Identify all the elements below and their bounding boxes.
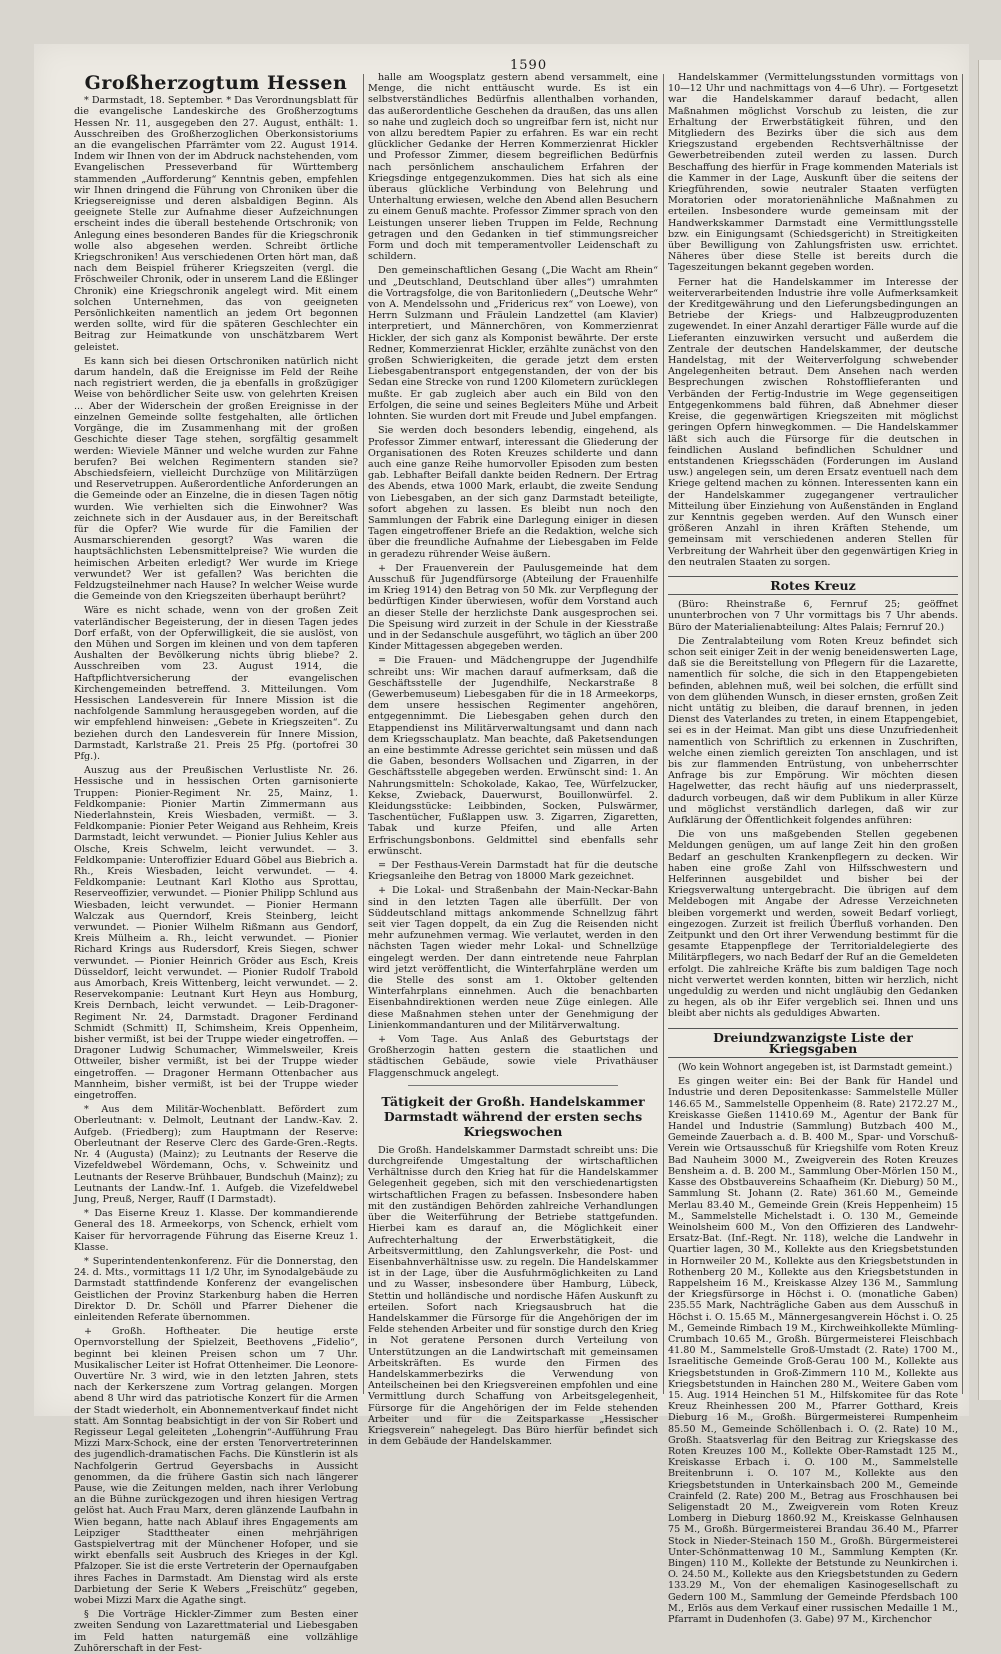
- article-paragraph: Es kann sich bei diesen Ortschroniken natürlich nicht darum handeln, daß die Ereignisse im Feld der Reihe nach registriert werden, die ja ebenfalls in großzügiger Weise von behördlicher Seite usw. von gelehrten Kreisen ... Aber der Widerschein der großen Ereignisse in der einzelnen Gemeinde sollte festgehalten, alle örtlichen Vorgänge, die im Zusammenhang mit der großen Geschichte dieser Tage stehen, sorgfältig gesammelt werden: Wieviele Männer und welche wurden zur Fahne berufen? Bei welchen Regimentern standen sie? Abschiedsfeiern, vielleicht Durchzüge von Militärzügen und Reservetruppen. Außerordentliche Anforderungen an die Gemeinde oder an Einzelne, die in diesen Tagen nötig wurden. Wie verhielten sich die Einwohner? Was zeichnete sich in der Ausdauer aus, in der Bereitschaft für die Opfer? Wie wurde für die Familien der Ausmarschierenden gesorgt? Was waren die hauptsächlichsten Lebensmittelpreise? Wie wurden die heimischen Arbeiten erledigt? Wer wurde im Kriege verwundet? Wer ist gefallen? Was berichten die Feldzugsteilnehmer nach Hause? In welcher Weise wurde die Gemeinde von den Kriegszeiten überhaupt berührt?: [74, 355, 358, 603]
- column-rule: [363, 74, 364, 1394]
- article-paragraph: Handelskammer (Vermittelungsstunden vormittags von 10—12 Uhr und nachmittags von 4—6 Uhr). — Fortgesetzt war die Handelskammer darauf bedacht, allen Maßnahmen möglichst Vorschub zu leisten, die zur Erhaltung der Erwerbstätigkeit führen, und den Mitgliedern des Bezirks über die sich aus dem Kriegszustand ergebenden Rechtsverhältnisse der Gewerbetreibenden zuteil werden zu lassen. Durch Beschaffung des hierfür in Frage kommenden Materials ist die Kammer in der Lage, Auskunft über die seitens der Kriegführenden, sowie neutraler Staaten verfügten Moratorien oder moratorienähnliche Maßnahmen zu erteilen. Insbesondere wurde gemeinsam mit der Handwerkskammer Darmstadt eine Vermittlungsstelle bzw. ein Einigungsamt (Schiedsgericht) in Streitigkeiten über Bewilligung von Zahlungsfristen usw. errichtet. Näheres über diese Stelle ist bereits durch die Tageszeitungen bekannt gegeben worden.: [668, 72, 958, 274]
- article-heading: Dreiundzwanzigste Liste der Kriegsgaben: [668, 1028, 958, 1058]
- article-paragraph: Es gingen weiter ein: Bei der Bank für Handel und Industrie und deren Depositenkasse: Sammelstelle Müller 146.65 M., Sammelstelle Oppenheim (8. Rate) 2172.27 M., Kreiskasse Gießen 11410.69 M., Agentur der Bank für Handel und Industrie (Sammlung) Butzbach 400 M., Gemeinde Zauerbach a. d. B. 400 M., Spar- und Vorschuß-Verein wie Ortsausschuß für Kriegshilfe vom Roten Kreuz Bad Nauheim 3000 M., Zweigverein des Roten Kreuzes Bensheim a. d. B. 200 M., Sammlung Ober-Mörlen 150 M., Kasse des Obstbauvereins Schaafheim (Kr. Dieburg) 50 M., Sammlung St. Johann (2. Rate) 361.60 M., Gemeinde Merlau 83.40 M., Gemeinde Grein (Kreis Heppenheim) 15 M., Sammelstelle Michelstadt i. O. 130 M., Gemeinde Weinolsheim 600 M., Von den Offizieren des Landwehr-Ersatz-Bat. (Inf.-Regt. Nr. 118), welche die Landwehr in Quartier lagen, 30 M., Kollekte aus den Kriegsbetstunden in Hornweiler 20 M., Kollekte aus den Kriegsbetstunden in Rothenberg 20 M., Kollekte aus den Kriegsbetstunden in Rappelsheim 16 M., Kreiskasse Alzey 136 M., Sammlung der Kriegsfürsorge in Höchst i. O. (monatliche Gaben) 235.55 Mark, Nachträgliche Gaben aus dem Ausschuß in Höchst i. O. 15.65 M., Männergesangverein Höchst i. O. 25 M., Gemeinde Rimbach 19 M., Kirchweihkollekte Mümling-Crumbach 10.65 M., Großh. Bürgermeisterei Fleischbach 41.80 M., Sammelstelle Groß-Umstadt (2. Rate) 1700 M., Israelitische Gemeinde Groß-Gerau 100 M., Kollekte aus Kriegsbetstunden in Groß-Zimmern 110 M., Kollekte aus Kriegsbetstunden in Hainchen 280 M., Weitere Gaben vom 15. Aug. 1914 Heinchen 51 M., Hilfskomitee für das Rote Kreuz Rheinhessen 200 M., Pfarrer Gotthard, Kreis Dieburg 16 M., Großh. Bürgermeisterei Rumpenheim 85.50 M., Gemeinde Schöllenbach i. O. (2. Rate) 10 M., Großh. Staatsverlag für den Beitrag zur Kriegskasse des Roten Kreuzes 100 M., Kollekte Ober-Ramstadt 125 M., Kreiskasse Erbach i. O. 100 M., Sammelstelle Breitenbrunn i. O. 107 M., Kollekte aus den Kriegsbetstunden in Unterkainsbach 200 M., Gemeinde Crainfeld (2. Rate) 200 M., Betrag aus Froschhausen bei Seligenstadt 20 M., Zweigverein vom Roten Kreuz Lomberg in Dieburg 1860.92 M., Kreiskasse Gelnhausen 75 M., Großh. Bürgermeisterei Brandau 36.40 M., Pfarrer Stock in Nieder-Steinach 150 M., Großh. Bürgermeisterei Unter-Schönmattenwag 10 M., Sammlung Kempten (Kr. Bingen) 110 M., Kollekte der Betstunde zu Neunkirchen i. O. 24.50 M., Kollekte aus den Kriegsbetstunden zu Gedern 133.29 M., Von der ehemaligen Kasinogesellschaft zu Gedern 100 M., Sammlung der Gemeinde Pferdsbach 100 M., Erlös aus dem Verkauf einer russischen Medaille 1 M., Pfarramt in Dudenhofen (3. Gabe) 97 M., Kirchenchor: [668, 1076, 958, 1626]
- article-paragraph: * Das Eiserne Kreuz 1. Klasse. Der kommandierende General des 18. Armeekorps, von Schenck, erhielt vom Kaiser für hervorragende Führung das Eiserne Kreuz 1. Klasse.: [74, 1208, 358, 1253]
- article-paragraph: Auszug aus der Preußischen Verlustliste Nr. 26. Hessische und in hessischen Orten garnisonierte Truppen: Pionier-Regiment Nr. 25, Mainz, 1. Feldkompanie: Pionier Martin Zimmermann aus Niederlahnstein, Kreis Wiesbaden, vermißt. — 3. Feldkompanie: Pionier Peter Weigand aus Rehheim, Kreis Darmstadt, leicht verwundet. — Pionier Julius Kehler aus Olsche, Kreis Schwelm, leicht verwundet. — 3. Feldkompanie: Unteroffizier Eduard Göbel aus Biebrich a. Rh., Kreis Wiesbaden, leicht verwundet. — 4. Feldkompanie: Leutnant Karl Klotho aus Sprottau, Reserveoffizier, verwundet. — Pionier Philipp Schlund aus Wiesbaden, leicht verwundet. — Pionier Hermann Walczak aus Querndorf, Kreis Steinberg, leicht verwundet. — Pionier Wilhelm Rißmann aus Gendorf, Kreis Mülheim a. Rh., leicht verwundet. — Pionier Richard Krings aus Rudersdorf, Kreis Siegen, schwer verwundet. — Pionier Heinrich Gröder aus Esch, Kreis Düsseldorf, leicht verwundet. — Pionier Rudolf Trabold aus Amorbach, Kreis Wittenberg, leicht verwundet. — 2. Reservekompanie: Leutnant Kurt Heyn aus Homburg, Kreis Dernbach, leicht verwundet. — Leib-Dragoner-Regiment Nr. 24, Darmstadt. Dragoner Ferdinand Schmidt (Schmitt) II, Schimsheim, Kreis Oppenheim, bisher vermißt, ist bei der Truppe wieder eingetroffen. — Dragoner Ludwig Schumacher, Wimmelsweiler, Kreis Ottweiler, bisher vermißt, ist bei der Truppe wieder eingetroffen. — Dragoner Hermann Ottenbacher aus Mannheim, bisher vermißt, ist bei der Truppe wieder eingetroffen.: [74, 765, 358, 1102]
- article-paragraph: + Vom Tage. Aus Anlaß des Geburtstags der Großherzogin hatten gestern die staatlichen und städtischen Gebäude, sowie viele Privathäuser Flaggenschmuck angelegt.: [368, 1034, 658, 1079]
- column-3: [668, 72, 958, 1626]
- page-number: 1590: [510, 58, 548, 73]
- article-paragraph: Die Großh. Handelskammer Darmstadt schreibt uns: Die durchgreifende Umgestaltung der wirtschaftlichen Verhältnisse durch den Krieg hat für die Handelskammer Gelegenheit gegeben, sich mit den verschiedenartigsten wirtschaftlichen Fragen zu befassen. Insbesondere haben mit den zuständigen Behörden zahlreiche Verhandlungen über die Weiterführung der Betriebe stattgefunden. Hierbei kam es darauf an, die Möglichkeit einer Aufrechterhaltung der Erwerbstätigkeit, die Arbeitsvermittlung, den Zahlungsverkehr, die Post- und Eisenbahnverhältnisse usw. zu regeln. Die Handelskammer ist in der Lage, über die Ausfuhrmöglichkeiten zu Land und zu Wasser, insbesondere über Hamburg, Lübeck, Stettin und holländische und nordische Häfen Auskunft zu erteilen. Sofort nach Kriegsausbruch hat die Handelskammer die Fürsorge für die Angehörigen der im Felde stehenden Arbeiter und für sonstige durch den Krieg in Not geratene Personen durch Verteilung von Unterstützungen an die Landwirtschaft mit gemeinsamen Arbeitskräften. Es wurde den Firmen des Handelskammerbezirks die Verwendung von Anteilscheinen bei den Kriegsvereinen empfohlen und eine Vermittlung durch Schaffung von Arbeitsgelegenheit, Fürsorge für die Angehörigen der im Felde stehenden Arbeiter und für die Zeitsparkasse „Hessischer Kriegsverein“ nahegelegt. Das Büro hierfür befindet sich in dem Gebäude der Handelskammer.: [368, 1144, 658, 1448]
- article-subheading: (Wo kein Wohnort angegeben ist, ist Darmstadt gemeint.): [678, 1062, 953, 1074]
- article-paragraph: = Der Festhaus-Verein Darmstadt hat für die deutsche Kriegsanleihe den Betrag von 18000 Mark gezeichnet.: [368, 860, 658, 883]
- article-paragraph: * Aus dem Militär-Wochenblatt. Befördert zum Oberleutnant: v. Delmolt, Leutnant der Landw.-Kav. 2. Aufgeb. (Friedberg); zum Hauptmann der Reserve: Oberleutnant der Reserve Clerc des Garde-Gren.-Regts. Nr. 4 (Augusta) (Mainz); zu Leutnants der Reserve die Vizefeldwebel Wördemann, Ochs, v. Schweinitz und Leutnants der Reserve Brühbauer, Bundschuh (Mainz); zu Leutnants der Landw.-Inf. 1. Aufgeb. die Vizefeldwebel Jung, Preuß, Nerger, Rauff (I Darmstadt).: [74, 1104, 358, 1205]
- article-heading: Tätigkeit der Großh. Handelskammer Darmstadt während der ersten sechs Kriegswochen: [381, 1093, 645, 1139]
- article-paragraph: halle am Woogsplatz gestern abend versammelt, eine Menge, die nicht enttäuscht wurde. Es ist ein selbstverständliches Bedürfnis allenthalben vorhanden, das außerordentliche Geschehen da draußen, das uns allen so nahe und zugleich doch so ungreifbar fern ist, nicht nur von allzu beredtem Papier zu erfahren. Es war ein recht glücklicher Gedanke der Herren Kommerzienrat Hickler und Professor Zimmer, diesem begreiflichen Bedürfnis nach persönlichem anschaulichem Erfahren der Kriegsdinge entgegenzukommen. Dies hat sich als eine überaus glückliche Verbindung von Belehrung und Unterhaltung erwiesen, welche den Abend allen Besuchern zu einem Genuß machte. Professor Zimmer sprach von den Leistungen unserer lieben Truppen im Felde, Rechnung getragen und den Gedanken in tief stimmungsreicher Form und doch mit temperamentvoller Leidenschaft zu schildern.: [368, 72, 658, 263]
- article-heading: Rotes Kreuz: [668, 576, 958, 595]
- article-paragraph: Die von uns maßgebenden Stellen gegebenen Meldungen genügen, um auf lange Zeit hin den großen Bedarf an geschulten Krankenpflegern zu decken. Wir haben eine große Zahl von Hilfsschwestern und Helferinnen ausgebildet und bisher bei der Kriegsverwaltung untergebracht. Die übrigen auf dem Meldebogen mit Angabe der Adresse Verzeichneten bleiben vorgemerkt und werden, soweit Bedarf vorliegt, eingezogen. Zurzeit ist freilich Überfluß vorhanden. Den Zeitpunkt und den Ort ihrer Verwendung bestimmt für die gesamte Etappenpflege der Territorialdelegierte des Militärpflegers, wo nach Bedarf der Ruf an die Gemeldeten erfolgt. Die zahlreiche Kräfte bis zum baldigen Tage noch nicht verwertet werden konnten, bitten wir herzlich, nicht ungeduldig zu werden und nicht ungläubig den Gedanken zu hegen, als ob ihr Eifer vergeblich sei. Ihnen und uns bleibt aber nichts als geduldiges Abwarten.: [668, 829, 958, 1020]
- article-paragraph: = Die Frauen- und Mädchengruppe der Jugendhilfe schreibt uns: Wir machen darauf aufmerksam, daß die Geschäftsstelle der Jugendhilfe, Neckarstraße 8 (Gewerbemuseum) Liebesgaben für die in 18 Armeekorps, dem unsere hessischen Regimenter angehören, entgegennimmt. Die Liebesgaben gehen durch den Etappendienst ins Militärverwaltungsamt und dann nach dem Kriegsschauplatz. Man beachte, daß Paketsendungen an eine bestimmte Adresse gerichtet sein müssen und daß die Gaben, besonders Wollsachen und Zigarren, in der Geschäftsstelle abgegeben werden. Erwünscht sind: 1. An Nahrungsmitteln: Schokolade, Kakao, Tee, Würfelzucker, Kekse, Zwieback, Dauerwurst, Bouillonwürfel. 2. Kleidungsstücke: Leibbinden, Socken, Pulswärmer, Taschentücher, Fußlappen usw. 3. Zigarren, Zigaretten, Tabak und kurze Pfeifen, und alle Arten Erfrischungsbonbons. Geldmittel sind ebenfalls sehr erwünscht.: [368, 655, 658, 857]
- article-paragraph: * Superintendentenkonferenz. Für die Donnerstag, den 24. d. Mts., vormittags 11 1/2 Uhr, im Synodalgebäude zu Darmstadt stattfindende Konferenz der evangelischen Geistlichen der Provinz Starkenburg haben die Herren Direktor D. Dr. Schöll und Pfarrer Diehener die einleitenden Referate übernommen.: [74, 1255, 358, 1323]
- article-paragraph: (Büro: Rheinstraße 6, Fernruf 25; geöffnet ununterbrochen von 7 Uhr vormittags bis 7 Uhr abends. Büro der Materialienabteilung: Altes Palais; Fernruf 20.): [668, 599, 958, 633]
- adjacent-page-edge: [978, 60, 1001, 1400]
- column-rule: [663, 74, 664, 1394]
- column-2: [368, 72, 658, 1448]
- article-paragraph: Sie werden doch besonders lebendig, eingehend, als Professor Zimmer entwarf, interessant die Gliederung der Organisationen des Roten Kreuzes schilderte und dann auch eine ganze Reihe humorvoller Episoden zum besten gab. Lebhafter Beifall dankte beiden Rednern. Der Ertrag des Abends, etwa 1000 Mark, erlaubt, die zweite Sendung von Liebesgaben, an der sich ganz Darmstadt beteiligte, sofort abgehen zu lassen. Es bleibt nun noch den Sammlungen der Fabrik eine Darlegung einiger in diesen Tagen eingetroffener Briefe an die Redaktion, welche sich über die freundliche Aufnahme der Liebesgaben im Felde in geradezu rührender Weise äußern.: [368, 425, 658, 560]
- article-paragraph: + Die Lokal- und Straßenbahn der Main-Neckar-Bahn sind in den letzten Tagen alle überfüllt. Der von Süddeutschland mittags ankommende Schnellzug fährt seit vier Tagen doppelt, da ein Zug die Reisenden nicht mehr aufzunehmen vermag. Wie verlautet, werden in den nächsten Tagen wieder mehr Lokal- und Schnellzüge eingelegt werden. Der dann eintretende neue Fahrplan wird jetzt veröffentlicht, die Winterfahrpläne werden um die Stelle des sonst am 1. Oktober geltenden Winterfahrplans einnehmen. Auch die benachbarten Eisenbahndirektionen werden neue Züge einlegen. Alle diese Maßnahmen stehen unter der Genehmigung der Linienkommandanturen und der Militärverwaltung.: [368, 885, 658, 1031]
- article-paragraph: § Die Vorträge Hickler-Zimmer zum Besten einer zweiten Sendung von Lazarettmaterial und Liebesgaben im Feld hatten naturgemäß eine vollzählige Zuhörerschaft in der Fest-: [74, 1609, 358, 1654]
- article-paragraph: Den gemeinschaftlichen Gesang („Die Wacht am Rhein“ und „Deutschland, Deutschland über alles“) umrahmten die Vortragsfolge, die von Baritonliedern („Deutsche Wehr“ von A. Mendelssohn und „Fridericus rex“ von Loewe), von Herrn Sulzmann und Fräulein Landzettel (am Klavier) interpretiert, und Männerchören, von Kommerzienrat Hickler, der sich ganz als Komponist bewährte. Der erste Redner, Kommerzienrat Hickler, erzählte zunächst von den großen Schwierigkeiten, die gerade jetzt dem ersten Liebesgabentransport entgegenstanden, der von der bis Sedan eine Strecke von rund 1200 Kilometern zurücklegen mußte. Er gab zugleich aber auch ein Bild von den Erfolgen, die seine und seines Begleiters Mühe und Arbeit lohnten. Sie wurden dort mit Freude und Jubel empfangen.: [368, 265, 658, 423]
- article-paragraph: Ferner hat die Handelskammer im Interesse der weiterverarbeitenden Industrie ihre volle Aufmerksamkeit der Kreditgewährung und den Lieferungsbedingungen an Betriebe der Kriegs- und Halbzeugproduzenten zugewendet. In einer Anzahl derartiger Fälle wurde auf die Lieferanten einzuwirken versucht und außerdem die Zentrale der deutschen Handelskammer, der deutsche Handelstag, mit der Weiterverfolgung schwebender Angelegenheiten betraut. Dem Ansehen nach werden Besprechungen zwischen Rohstofflieferanten und Verbänden der Fertig-Industrie im Wege gegenseitigen Entgegenkommens bald führen, daß Abnehmer dieser Kreise, die gegenwärtigen Kriegszeiten mit möglichst geringen Opfern hinwegkommen. — Die Handelskammer läßt sich auch die Fürsorge für die deutschen in feindlichen Ausland befindlichen Schuldner und entstandenen Kriegsschäden (Forderungen im Ausland usw.) angelegen sein, um deren Ersatz eventuell nach dem Kriege geltend machen zu können. Interessenten kann ein der Handelskammer zugegangener vertraulicher Mitteilung über Einziehung von Außenständen in England zur Kenntnis gegeben werden. Auf den Wunsch einer größeren Anzahl in ihren Kräften Stehende, um gemeinsam mit verschiedenen anderen Stellen für Verbreitung der Wahrheit über den gegenwärtigen Krieg in den neutralen Staaten zu sorgen.: [668, 276, 958, 568]
- article-paragraph: Wäre es nicht schade, wenn von der großen Zeit vaterländischer Begeisterung, der in diesen Tagen jedes Dorf erfaßt, von der Opferwilligkeit, die sie auslöst, von den Mühen und Sorgen im kleinen und von dem tapferen Aushalten der Bevölkerung nichts übrig bliebe? 2. Ausschreiben vom 23. August 1914, die Haftpflichtversicherung der evangelischen Kirchengemeinden betreffend. 3. Mitteilungen. Vom Hessischen Landesverein für Innere Mission ist die nachfolgende Sammlung herausgegeben worden, auf die wir empfehlend hinweisen: „Gebete in Kriegszeiten“. Zu beziehen durch den Landesverein für Innere Mission, Darmstadt, Karlstraße 21. Preis 25 Pfg. (portofrei 30 Pfg.).: [74, 605, 358, 762]
- column-rule: [962, 74, 963, 1394]
- article-paragraph: + Der Frauenverein der Paulusgemeinde hat dem Ausschuß für Jugendfürsorge (Abteilung der Frauenhilfe im Krieg 1914) den Betrag von 50 Mk. zur Verpflegung der bedürftigen Kinder überwiesen, wofür dem Vorstand auch an dieser Stelle der herzlichste Dank ausgesprochen sei. Die Speisung wird zurzeit in der Schule in der Kiesstraße und in der Sedanschule ausgeführt, wo täglich an über 200 Kinder Mittagessen abgegeben werden.: [368, 562, 658, 653]
- article-paragraph: Die Zentralabteilung vom Roten Kreuz befindet sich schon seit einiger Zeit in der wenig beneidenswerten Lage, daß sie die Bereitstellung von Pflegern für die Lazarette, namentlich für solche, die sich in den Etappengebieten befinden, ablehnen muß, weil bei solchen, die erfüllt sind von dem glühenden Wunsch, in dieser ernsten, großen Zeit nicht untätig zu bleiben, die darauf brennen, in jeden Dienst des Vaterlandes zu treten, in einem Etappengebiet, sei es in der Heimat. Man gibt uns diese Unzufriedenheit namentlich von Schriftlich zu erkennen in Zuschriften, welche einen ziemlich gereizten Ton anschlagen, und ist bis zur flammenden Entrüstung, von unbeherrschter Anfrage bis zur Empörung. Wir möchten diesen Hagelwetter, das recht häufig auf uns niederprasselt, dadurch vorbeugen, daß wir dem Publikum in aller Kürze und möglichst verständlich darlegen, daß wir zur Aufklärung der Öffentlichkeit folgendes anführen:: [668, 635, 958, 826]
- separator: [408, 1085, 618, 1086]
- column-1: [74, 72, 358, 1654]
- article-paragraph: + Großh. Hoftheater. Die heutige erste Opernvorstellung der Spielzeit, Beethovens „Fidelio“, beginnt bei kleinen Preisen schon um 7 Uhr. Musikalischer Leiter ist Hofrat Ottenheimer. Die Leonore-Ouvertüre Nr. 3 wird, wie in den letzten Jahren, stets nach der Kerkerszene zum Vortrag gelangen. Morgen abend 8 Uhr wird das patriotische Konzert für die Armen der Stadt wiederholt, ein Abonnementverkauf findet nicht statt. Am Sonntag beabsichtigt in der von Sir Robert und Regisseur Legal geleiteten „Lohengrin“-Aufführung Frau Mizzi Marx-Schock, eine der ersten Tenorvertreterinnen des jugendlich-dramatischen Fachs. Die Künstlerin ist als Nachfolgerin Gertrud Geyersbachs in Aussicht genommen, da die frühere Gastin sich nach längerer Pause, wie die Zeitungen melden, nach ihrer Verlobung an die Bühne zurückgezogen und ihren hiesigen Vertrag gelöst hat. Auch Frau Marx, deren glänzende Laufbahn in Wien begann, hatte nach Ablauf ihres Engagements am Leipziger Stadttheater einen mehrjährigen Gastspielvertrag mit der Münchener Hofoper, und sie wirkt ebenfalls seit Ausbruch des Krieges in der Kgl. Pfalzoper. Sie ist die erste Vertreterin der Opernaufgaben ihres Faches in Darmstadt. Am Dienstag wird als erste Darbietung der Serie K Webers „Freischütz“ gegeben, wobei Mizzi Marx die Agathe singt.: [74, 1326, 358, 1607]
- section-title: Großherzogtum Hessen: [84, 72, 348, 94]
- article-paragraph: * Darmstadt, 18. September. * Das Verordnungsblatt für die evangelische Landeskirche des Großherzogtums Hessen Nr. 11, ausgegeben den 27. August, enthält: 1. Ausschreiben des Großherzoglichen Oberkonsistoriums an die evangelischen Pfarrämter vom 22. August 1914. Indem wir Ihnen von der im Abdruck nachstehenden, vom Evangelischen Presseverband für Württemberg stammenden „Aufforderung“ Kenntnis geben, empfehlen wir Ihnen dringend die Führung von Chroniken über die Kriegsereignisse und deren alsbaldigen Beginn. Als geeignete Stelle zur Aufnahme dieser Aufzeichnungen erscheint indes die überall bestehende Ortschronik; von Anlegung eines besonderen Bandes für die Kriegschronik wolle also abgesehen werden. Schreibt örtliche Kriegschroniken! Aus verschiedenen Orten hört man, daß nach dem Beispiel früherer Kriegszeiten (vergl. die Fröschweiler Chronik, oder in unserem Land die Eßlinger Chronik) eine Kriegschronik angelegt wird. Mit einem solchen Unternehmen, das von geeigneten Persönlichkeiten namentlich an jedem Ort begonnen werden sollte, wird für die späteren Geschlechter ein Beitrag zur Heimatkunde von unschätzbarem Wert geleistet.: [74, 95, 358, 353]
